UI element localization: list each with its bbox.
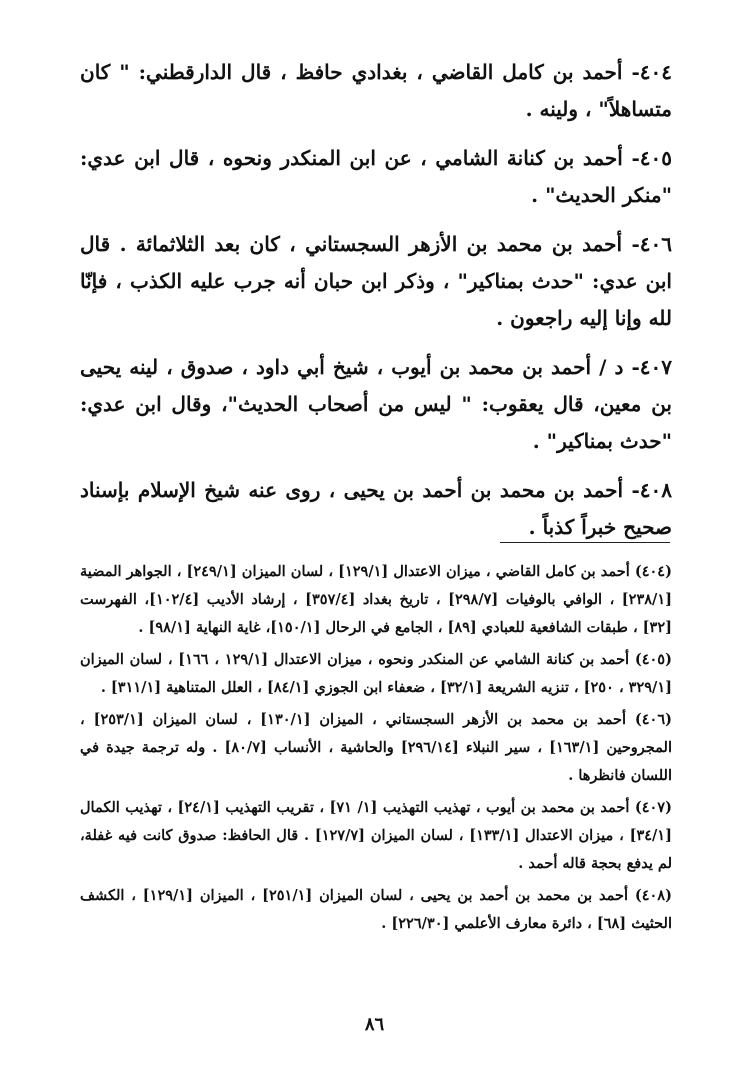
footnote-405 [80,646,672,702]
footnote-text: أحمد بن كنانة الشامي عن المنكدر ونحوه ، ميزان الاعتدال [١٢٩/١ ، ١٦٦] ، لسان الميزان [٣٢٩/١ ، ٢٥٠] ، تنزيه الشريعة [٣٢/١] ، ضعفاء ابن الجوزي [٨٤/١] ، العلل المتناهية [٣١١/١] . [80,651,672,696]
footnote-408 [80,882,672,938]
entry-text: د / أحمد بن محمد بن أيوب ، شيخ أبي داود ، صدوق ، لينه يحيى بن معين، قال يعقوب: " ليس من أصحاب الحديث"، وقال ابن عدي: "حدث بمناكير" . [80,355,672,453]
entry-407 [80,349,672,460]
entry-number: ٤٠٤- [631,60,672,84]
footnote-number: (٤٠٥) [634,651,672,668]
entry-number: ٤٠٦- [631,232,672,256]
entry-text: أحمد بن كنانة الشامي ، عن ابن المنكدر ونحوه ، قال ابن عدي: "منكر الحديث" . [80,146,672,207]
footnote-404 [80,558,672,642]
footnote-text: أحمد بن محمد بن الأزهر السجستاني ، الميزان [١٣٠/١] ، لسان الميزان [٢٥٣/١] ، المجروحين [١٦٣/١] ، سير النبلاء [٢٩٦/١٤] والحاشية ، الأنساب [٨٠/٧] . وله ترجمة جيدة في اللسان فانظرها . [80,711,672,784]
entry-number: ٤٠٨- [631,478,672,502]
entry-text: أحمد بن كامل القاضي ، بغدادي حافظ ، قال الدارقطني: " كان متساهلاً" ، ولينه . [80,60,672,121]
footnote-number: (٤٠٧) [634,799,672,816]
entry-406 [80,226,672,337]
entry-text: أحمد بن محمد بن أحمد بن يحيى ، روى عنه شيخ الإسلام بإسناد صحيح خبراً كذباً . [80,478,672,539]
footnote-number: (٤٠٦) [634,711,672,728]
entry-text: أحمد بن محمد بن الأزهر السجستاني ، كان بعد الثلاثمائة . قال ابن عدي: "حدث بمناكير" ، وذكر ابن حبان أنه جرب عليه الكذب ، فإنّا لله وإنا إليه راجعون . [80,232,672,330]
footnote-text: أحمد بن محمد بن أحمد بن يحيى ، لسان الميزان [٢٥١/١] ، الميزان [١٢٩/١] ، الكشف الحثيث [٦٨] ، دائرة معارف الأعلمي [٢٢٦/٣٠] . [80,887,672,932]
entry-number: ٤٠٥- [631,146,673,170]
page-number: ٨٦ [364,1014,385,1035]
footnotes [80,558,672,942]
main-text [80,54,672,558]
entry-404 [80,54,672,128]
footnote-406 [80,706,672,790]
entry-408 [80,472,672,546]
footnote-407 [80,794,672,878]
entry-number: ٤٠٧- [631,355,673,379]
footnote-number: (٤٠٨) [634,887,672,904]
footnote-divider [500,542,670,543]
footnote-number: (٤٠٤) [634,563,672,580]
entry-405 [80,140,672,214]
footnote-text: أحمد بن كامل القاضي ، ميزان الاعتدال [١٢٩/١] ، لسان الميزان [٢٤٩/١] ، الجواهر المضية [٢٣٨/١] ، الوافي بالوفيات [٢٩٨/٧] ، تاريخ بغداد [٣٥٧/٤] ، إرشاد الأديب [١٠٢/٤]، الفهرست [٣٢] ، طبقات الشافعية للعبادي [٨٩] ، الجامع في الرحال [١٥٠/١]، غاية النهاية [٩٨/١] . [80,563,672,636]
footnote-text: أحمد بن محمد بن أيوب ، تهذيب التهذيب [١/ ٧١] ، تقريب التهذيب [٢٤/١] ، تهذيب الكمال [٣٤/١] ، ميزان الاعتدال [١٣٣/١] ، لسان الميزان [١٢٧/٧] . قال الحافظ: صدوق كانت فيه غفلة، لم يدفع بحجة قاله أحمد . [80,799,672,872]
